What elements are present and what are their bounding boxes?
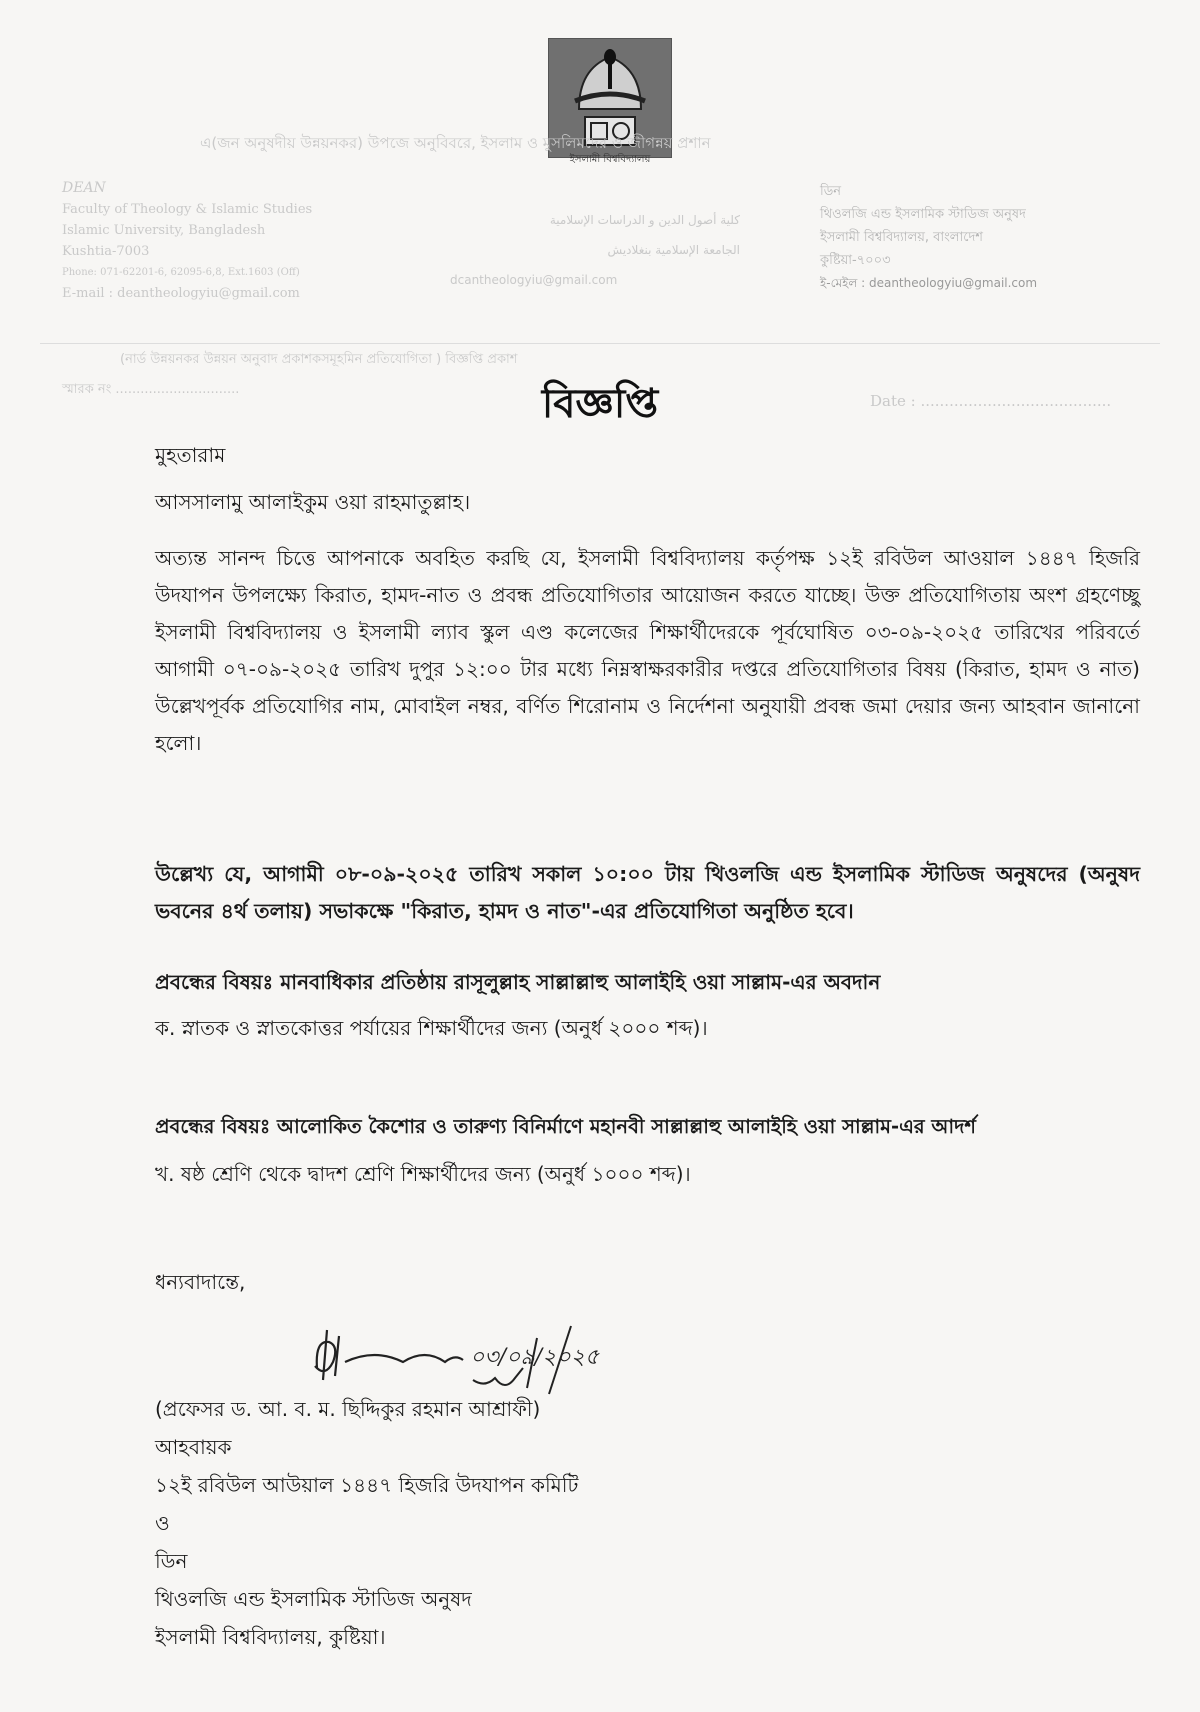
faded-header-line: এ(জন অনুষদীয় উন্নয়নকর) উপজে অনুবিবরে, ইসলাম ও মুসলিমদের ও জীগন্নয় প্রশান bbox=[200, 134, 711, 152]
memo-number: স্মারক নং .............................. bbox=[62, 382, 240, 397]
closing-text: ধন্যবাদান্তে, bbox=[155, 1270, 246, 1294]
signatory-title: ডিন bbox=[155, 1549, 188, 1573]
letterhead-right-city: কুষ্টিয়া-৭০০৩ bbox=[820, 253, 891, 268]
essay-topic-1-heading: প্রবন্ধের বিষয়ঃ মানবাধিকার প্রতিষ্ঠায় রাসূলুল্লাহ সাল্লাল্লাহু আলাইহি ওয়া সাল্লাম-এর অবদান bbox=[155, 970, 881, 994]
letterhead-left-university: Islamic University, Bangladesh bbox=[62, 223, 266, 238]
essay-topic-2-heading: প্রবন্ধের বিষয়ঃ আলোকিত কৈশোর ও তারুণ্য বিনির্মাণে মহানবী সাল্লাল্লাহু আলাইহি ওয়া সাল্লাম-এর আদর্শ bbox=[155, 1115, 976, 1138]
letterhead-arabic-university: الجامعة الإسلامية بنغلاديش bbox=[607, 243, 740, 257]
notice-paragraph-event: উল্লেখ্য যে, আগামী ০৮-০৯-২০২৫ তারিখ সকাল ১০:০০ টায় থিওলজি এন্ড ইসলামিক স্টাডিজ অনুষদের (অনুষদ ভবনের ৪র্থ তলায়) সভাকক্ষে "কিরাত, হামদ ও নাত"-এর প্রতিযোগিতা অনুষ্ঠিত হবে। bbox=[155, 862, 1140, 923]
letterhead-middle bbox=[440, 205, 740, 295]
letterhead-arabic-faculty: كلية أصول الدين و الدراسات الإسلامية bbox=[549, 213, 740, 227]
letterhead-right bbox=[820, 180, 1037, 295]
date-field: Date : ........................................ bbox=[870, 392, 1112, 410]
signature-block bbox=[155, 1390, 1140, 1656]
letterhead-left-dean: DEAN bbox=[62, 180, 106, 196]
letterhead-left-faculty: Faculty of Theology & Islamic Studies bbox=[62, 202, 313, 217]
handwritten-date: ০৩/০৯/২০২৫ bbox=[470, 1345, 600, 1370]
notice-title: বিজ্ঞপ্তি bbox=[541, 381, 659, 427]
greeting: আসসালামু আলাইকুম ওয়া রাহমাতুল্লাহ। bbox=[155, 490, 471, 514]
committee-name: ১২ই রবিউল আউয়াল ১৪৪৭ হিজরি উদযাপন কমিটি bbox=[155, 1473, 579, 1497]
letterhead-right-faculty: থিওলজি এন্ড ইসলামিক স্টাডিজ অনুষদ bbox=[820, 207, 1026, 222]
salutation: মুহতারাম bbox=[155, 443, 226, 467]
signatory-role: আহবায়ক bbox=[155, 1435, 232, 1459]
letterhead-right-university: ইসলামী বিশ্ববিদ্যালয়, বাংলাদেশ bbox=[820, 230, 983, 245]
conjunction: ও bbox=[155, 1511, 170, 1535]
letterhead-left-phone: Phone: 071-62201-6, 62095-6,8, Ext.1603 (Off) bbox=[62, 267, 300, 278]
signatory-university: ইসলামী বিশ্ববিদ্যালয়, কুষ্টিয়া। bbox=[155, 1625, 386, 1649]
letterhead-right-email: ই-মেইল : deantheologyiu@gmail.com bbox=[820, 276, 1038, 290]
letterhead-left bbox=[62, 178, 312, 304]
faded-band-text: (নার্ড উন্নয়নকর উন্নয়ন অনুবাদ প্রকাশকসমূহমিন প্রতিযোগিতা ) বিজ্ঞপ্তি প্রকাশ bbox=[120, 352, 518, 367]
notice-paragraph-main: অত্যন্ত সানন্দ চিত্তে আপনাকে অবহিত করছি যে, ইসলামী বিশ্ববিদ্যালয় কর্তৃপক্ষ ১২ই রবিউল আওয়াল ১৪৪৭ হিজরি উদযাপন উপলক্ষ্যে কিরাত, হামদ-নাত ও প্রবন্ধ প্রতিযোগিতার আয়োজন করতে যাচ্ছে। উক্ত প্রতিযোগিতায় অংশ গ্রহণেচ্ছু ইসলামী বিশ্ববিদ্যালয় ও ইসলামী ল্যাব স্কুল এণ্ড কলেজের শিক্ষার্থীদেরকে পূর্বঘোষিত ০৩-০৯-২০২৫ তারিখের পরিবর্তে আগামী ০৭-০৯-২০২৫ তারিখ দুপুর ১২:০০ টার মধ্যে নিম্নস্বাক্ষরকারীর দপ্তরে প্রতিযোগিতার বিষয় (কিরাত, হামদ ও নাত) উল্লেখপূর্বক প্রতিযোগির নাম, মোবাইল নম্বর, বর্ণিত শিরোনাম ও নির্দেশনা অনুযায়ী প্রবন্ধ জমা দেয়ার জন্য আহবান জানানো হলো। bbox=[155, 546, 1140, 755]
letterhead-right-dean: ডিন bbox=[820, 184, 842, 199]
essay-topic-1-detail: ক. স্নাতক ও স্নাতকোত্তর পর্যায়ের শিক্ষার্থীদের জন্য (অনুর্ধ ২০০০ শব্দ)। bbox=[155, 1016, 708, 1040]
signatory-name: (প্রফেসর ড. আ. ব. ম. ছিদ্দিকুর রহমান আশ্রাফী) bbox=[155, 1397, 541, 1421]
logo-caption: ইসলামী বিশ্ববিদ্যালয় bbox=[569, 154, 651, 165]
essay-topic-2-detail: খ. ষষ্ঠ শ্রেণি থেকে দ্বাদশ শ্রেণি শিক্ষার্থীদের জন্য (অনুর্ধ ১০০০ শব্দ)। bbox=[155, 1162, 691, 1186]
letterhead-left-city: Kushtia-7003 bbox=[62, 244, 150, 259]
letterhead-divider bbox=[40, 343, 1160, 344]
letterhead-left-email: E-mail : deantheologyiu@gmail.com bbox=[62, 286, 300, 301]
signatory-faculty: থিওলজি এন্ড ইসলামিক স্টাডিজ অনুষদ bbox=[155, 1587, 472, 1611]
letterhead-middle-email: dcantheologyiu@gmail.com bbox=[450, 273, 618, 287]
